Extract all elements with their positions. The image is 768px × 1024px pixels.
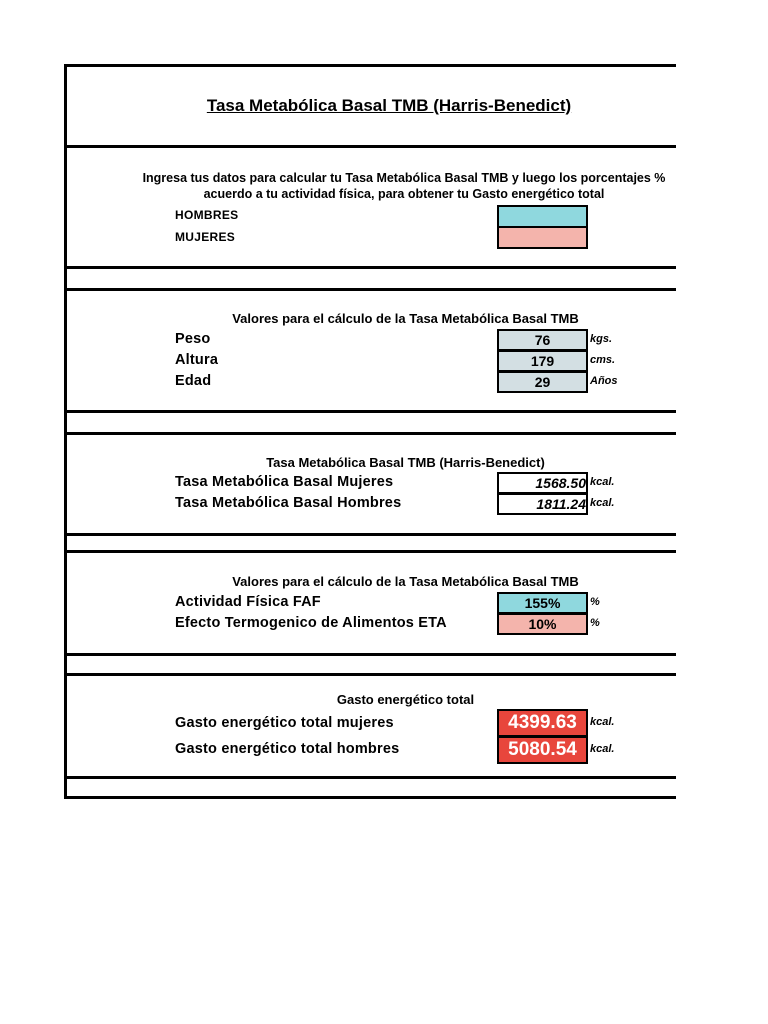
tmb-men-unit: kcal. — [590, 497, 615, 509]
divider — [64, 266, 676, 269]
divider — [64, 145, 676, 148]
total-men-value: 5080.54 — [497, 736, 588, 764]
height-unit: cms. — [590, 354, 616, 366]
faf-unit: % — [590, 596, 600, 608]
intro-line-1: Ingresa tus datos para calcular tu Tasa Metabólica Basal TMB y luego los porcentajes % — [142, 171, 666, 185]
eta-label: Efecto Termogenico de Alimentos ETA — [175, 615, 447, 631]
total-men-unit: kcal. — [590, 743, 615, 755]
divider — [64, 533, 676, 536]
tmb-heading: Tasa Metabólica Basal TMB (Harris-Benedict) — [266, 455, 545, 470]
tmb-women-value: 1568.50 — [497, 472, 588, 494]
women-label: MUJERES — [175, 230, 236, 244]
weight-unit: kgs. — [590, 333, 613, 345]
divider — [64, 288, 676, 291]
divider — [64, 410, 676, 413]
eta-input[interactable]: 10% — [497, 613, 588, 635]
total-heading: Gasto energético total — [336, 692, 475, 707]
tmb-women-label: Tasa Metabólica Basal Mujeres — [175, 474, 394, 490]
age-unit: Años — [590, 375, 618, 387]
divider-top — [64, 64, 676, 67]
faf-input[interactable]: 155% — [497, 592, 588, 614]
divider — [64, 432, 676, 435]
women-input-cell[interactable] — [497, 226, 588, 249]
tmb-men-value: 1811.24 — [497, 493, 588, 515]
weight-label: Peso — [175, 331, 211, 347]
age-label: Edad — [175, 373, 212, 389]
tmb-women-unit: kcal. — [590, 476, 615, 488]
age-input[interactable]: 29 — [497, 371, 588, 393]
intro-line-2: acuerdo a tu actividad física, para obtener tu Gasto energético total — [203, 187, 605, 201]
tmb-men-label: Tasa Metabólica Basal Hombres — [175, 495, 402, 511]
activity-heading: Valores para el cálculo de la Tasa Metabólica Basal TMB — [232, 574, 579, 589]
divider — [64, 653, 676, 656]
inputs-heading: Valores para el cálculo de la Tasa Metabólica Basal TMB — [232, 311, 579, 326]
divider — [64, 550, 676, 553]
divider-bottom — [64, 796, 676, 799]
divider — [64, 776, 676, 779]
total-women-value: 4399.63 — [497, 709, 588, 737]
men-label: HOMBRES — [175, 208, 239, 222]
men-input-cell[interactable] — [497, 205, 588, 228]
height-label: Altura — [175, 352, 219, 368]
total-women-unit: kcal. — [590, 716, 615, 728]
page-title: Tasa Metabólica Basal TMB (Harris-Benedict) — [206, 96, 572, 115]
total-women-label: Gasto energético total mujeres — [175, 715, 394, 731]
weight-input[interactable]: 76 — [497, 329, 588, 351]
eta-unit: % — [590, 617, 600, 629]
height-input[interactable]: 179 — [497, 350, 588, 372]
faf-label: Actividad Física FAF — [175, 594, 321, 610]
divider — [64, 673, 676, 676]
total-men-label: Gasto energético total hombres — [175, 741, 400, 757]
